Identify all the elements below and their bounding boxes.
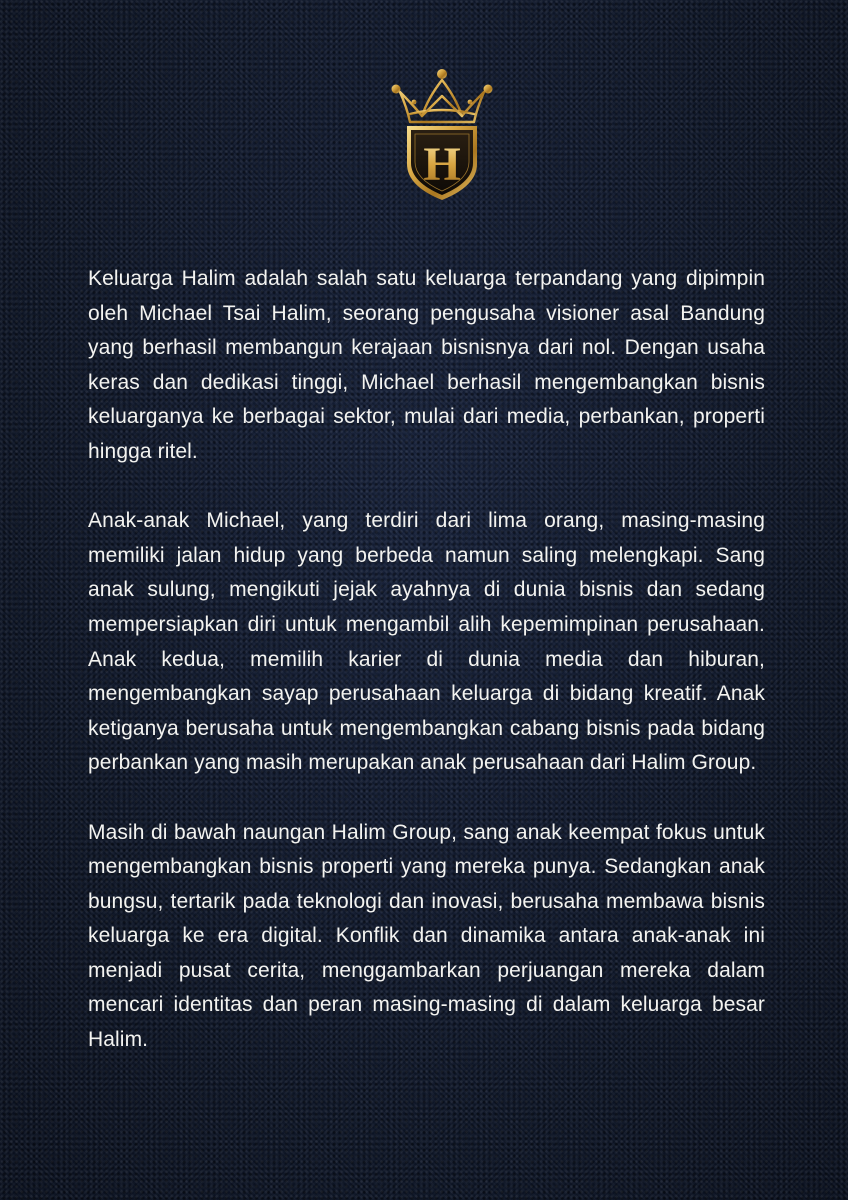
logo-letter: H [423,138,461,191]
paragraph-3: Masih di bawah naungan Halim Group, sang anak keempat fokus untuk mengembangkan bisnis properti yang mereka punya. Sedangkan anak bungsu, tertarik pada teknologi dan inovasi, berusaha membawa bisnis keluarga ke era digital. Konflik dan dinamika antara anak-anak ini menjadi pusat cerita, menggambarkan perjuangan mereka dalam mencari identitas dan peran masing-masing di dalam keluarga besar Halim. [88,820,765,1052]
paragraph-2: Anak-anak Michael, yang terdiri dari lima orang, masing-masing memiliki jalan hidup yang berbeda namun saling melengkapi. Sang anak sulung, mengikuti jejak ayahnya di dunia bisnis dan sedang mempersiapkan diri untuk mengambil alih kepemimpinan perusahaan. Anak kedua, memilih karier di dunia media dan hiburan, mengembangkan sayap perusahaan keluarga di bidang kreatif. Anak ketiganya berusaha untuk mengembangkan cabang bisnis pada bidang perbankan yang masih merupakan anak perusahaan dari Halim Group. [88,509,765,775]
halim-crest-logo [384,62,500,204]
paragraph-1: Keluarga Halim adalah salah satu keluarga terpandang yang dipimpin oleh Michael Tsai Halim, seorang pengusaha visioner asal Bandung yang berhasil membangun kerajaan bisnisnya dari nol. Dengan usaha keras dan dedikasi tinggi, Michael berhasil mengembangkan bisnis keluarganya ke berbagai sektor, mulai dari media, perbankan, properti hingga ritel. [88,267,765,463]
crown-shield-icon [384,62,500,204]
main-text [88,262,765,1058]
